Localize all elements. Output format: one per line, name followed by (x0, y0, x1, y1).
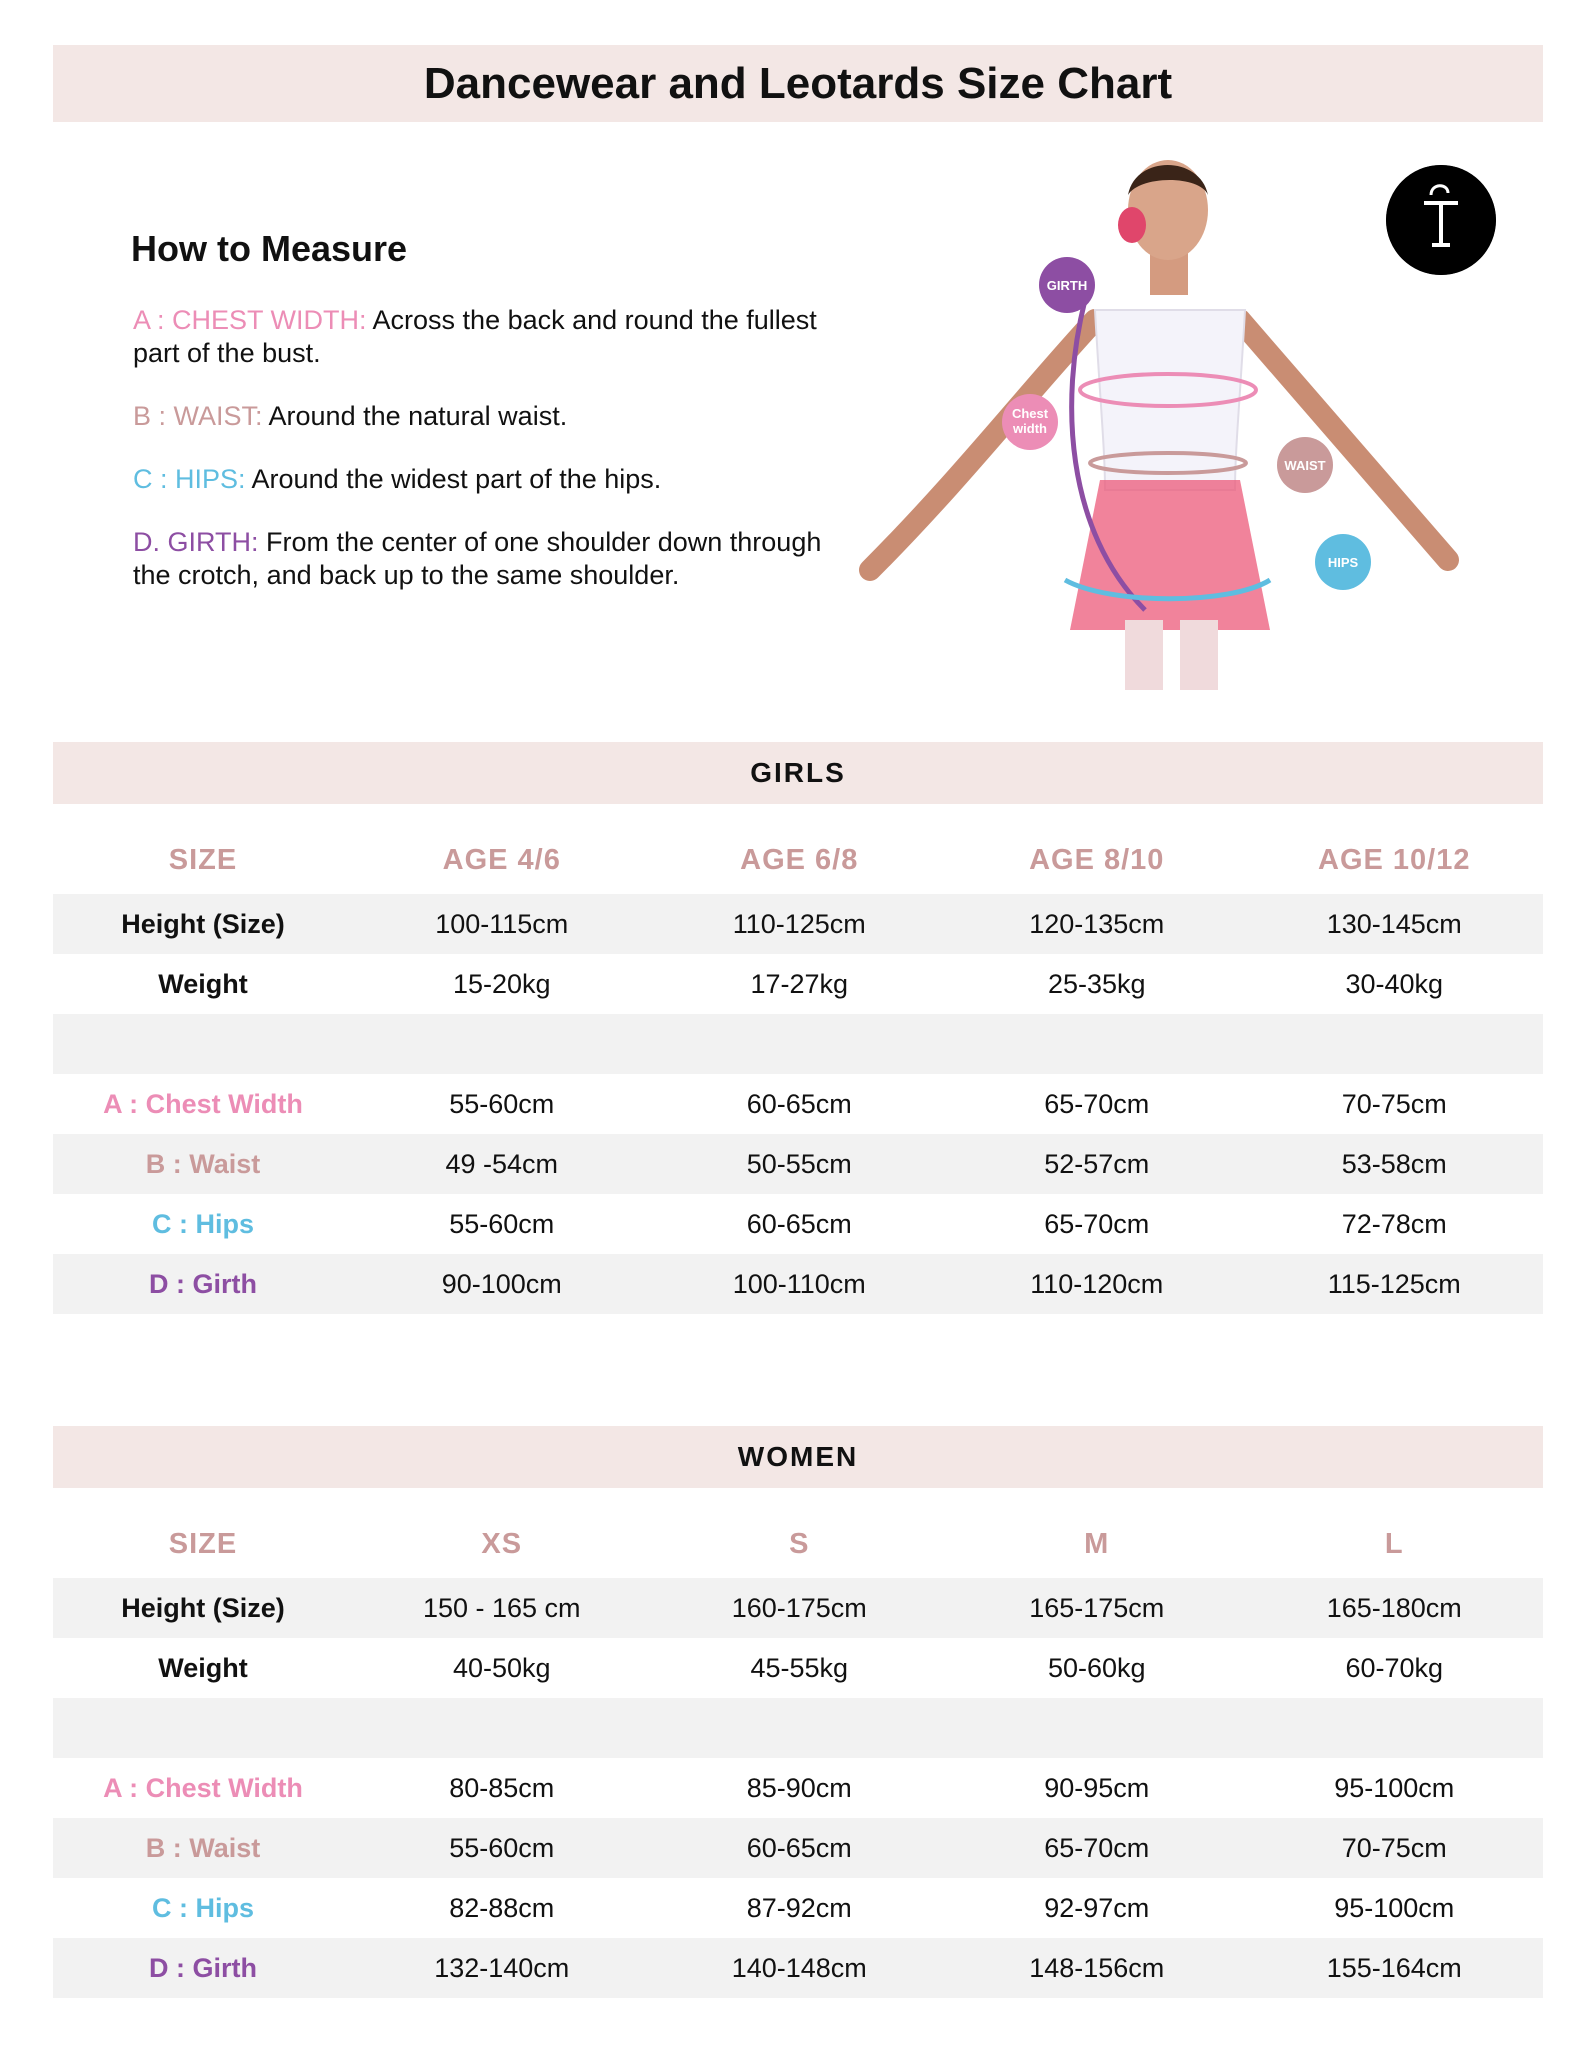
women-row-hips (53, 1878, 1543, 1938)
how-to-heading: How to Measure (131, 228, 408, 269)
table-cell: 100-110cm (651, 1254, 949, 1314)
chest-bubble-label-1: Chest (1011, 406, 1049, 421)
table-cell: 49 -54cm (353, 1134, 651, 1194)
table-cell: 55-60cm (449, 1088, 555, 1119)
table-cell: 110-125cm (651, 894, 949, 954)
girls-header-col3: AGE 8/10 (1029, 843, 1165, 876)
table-cell: 150 - 165 cm (353, 1578, 651, 1638)
table-cell: 148-156cm (948, 1938, 1246, 1998)
women-size-table (53, 1510, 1543, 1998)
table-cell: 90-100cm (353, 1254, 651, 1314)
table-cell: 115-125cm (1246, 1254, 1544, 1314)
table-cell: 165-180cm (1246, 1578, 1544, 1638)
women-row-girth (53, 1938, 1543, 1998)
women-weight-label: Weight (158, 1652, 248, 1683)
table-cell: 72-78cm (1341, 1208, 1447, 1239)
brand-logo (1386, 165, 1496, 275)
girls-header-col1: AGE 4/6 (442, 843, 561, 876)
table-cell: 160-175cm (651, 1578, 949, 1638)
women-header-col1: XS (481, 1527, 523, 1560)
chest-bubble-label-2: width (1013, 421, 1047, 436)
table-cell: 155-164cm (1246, 1938, 1544, 1998)
table-cell: 25-35kg (1047, 968, 1146, 999)
table-cell: 15-20kg (452, 968, 551, 999)
women-spacer-row (53, 1698, 1543, 1758)
women-height-label: Height (Size) (53, 1578, 353, 1638)
table-cell: 50-60kg (1047, 1652, 1146, 1683)
table-cell: 140-148cm (651, 1938, 949, 1998)
table-cell: 53-58cm (1246, 1134, 1544, 1194)
women-hips-label: C : Hips (151, 1892, 254, 1923)
table-cell: 65-70cm (948, 1818, 1246, 1878)
girls-row-girth (53, 1254, 1543, 1314)
table-cell: 52-57cm (948, 1134, 1246, 1194)
girls-spacer-row (53, 1014, 1543, 1074)
measure-chest (133, 304, 831, 370)
table-cell: 65-70cm (1044, 1208, 1150, 1239)
girls-row-chest (53, 1074, 1543, 1134)
girls-row-hips (53, 1194, 1543, 1254)
measure-hips (133, 463, 831, 496)
women-section-band (53, 1426, 1543, 1488)
table-cell: 110-120cm (948, 1254, 1246, 1314)
table-cell: 165-175cm (948, 1578, 1246, 1638)
table-cell: 130-145cm (1246, 894, 1544, 954)
girls-height-label: Height (Size) (53, 894, 353, 954)
girls-hips-label: C : Hips (151, 1208, 254, 1239)
girls-waist-label: B : Waist (53, 1134, 353, 1194)
table-cell: 87-92cm (746, 1892, 852, 1923)
table-cell: 30-40kg (1345, 968, 1444, 999)
girls-row-waist (53, 1134, 1543, 1194)
table-cell: 70-75cm (1246, 1818, 1544, 1878)
girls-header-col2: AGE 6/8 (740, 843, 859, 876)
table-cell: 82-88cm (449, 1892, 555, 1923)
measure-waist-key: B : WAIST: (133, 401, 263, 431)
girls-header-size: SIZE (168, 843, 238, 876)
measure-girth-key: D. GIRTH: (133, 527, 259, 557)
women-header-col3: M (1084, 1527, 1110, 1560)
table-cell: 85-90cm (746, 1772, 852, 1803)
girls-size-table (53, 826, 1543, 1314)
table-cell: 132-140cm (353, 1938, 651, 1998)
girls-row-weight (53, 954, 1543, 1014)
table-cell: 50-55cm (651, 1134, 949, 1194)
women-section-title: WOMEN (737, 1441, 859, 1472)
table-cell: 80-85cm (449, 1772, 555, 1803)
women-waist-label: B : Waist (53, 1818, 353, 1878)
women-header-size: SIZE (168, 1527, 238, 1560)
girls-row-height (53, 894, 1543, 954)
women-row-weight (53, 1638, 1543, 1698)
measure-girth (133, 526, 831, 592)
table-cell: 55-60cm (449, 1208, 555, 1239)
table-cell: 100-115cm (353, 894, 651, 954)
right-leg (1180, 620, 1218, 690)
women-row-height (53, 1578, 1543, 1638)
girls-section-band (53, 742, 1543, 804)
table-cell: 45-55kg (750, 1652, 849, 1683)
women-header-col4: L (1384, 1527, 1404, 1560)
table-cell: 95-100cm (1334, 1772, 1455, 1803)
girls-weight-label: Weight (158, 968, 248, 999)
women-row-chest (53, 1758, 1543, 1818)
table-cell: 60-65cm (651, 1818, 949, 1878)
women-girth-label: D : Girth (53, 1938, 353, 1998)
table-cell: 17-27kg (750, 968, 849, 999)
hips-bubble-label: HIPS (1327, 555, 1359, 570)
dancer-figure (850, 150, 1470, 690)
table-cell: 60-65cm (746, 1088, 852, 1119)
hair-accessory (1118, 207, 1146, 243)
measure-hips-key: C : HIPS: (133, 464, 246, 494)
table-cell: 70-75cm (1341, 1088, 1447, 1119)
women-row-waist (53, 1818, 1543, 1878)
table-cell: 92-97cm (1044, 1892, 1150, 1923)
measure-waist-text: Around the natural waist. (262, 401, 568, 431)
left-leg (1125, 620, 1163, 690)
measure-chest-text: Across the back and round the fullest part of the bust. (133, 305, 817, 368)
right-arm (1240, 320, 1448, 560)
girls-section-title: GIRLS (750, 757, 846, 788)
leotard (1095, 310, 1245, 490)
girls-header-row (53, 826, 1543, 894)
measure-hips-text: Around the widest part of the hips. (245, 464, 662, 494)
table-cell: 95-100cm (1334, 1892, 1455, 1923)
skirt (1070, 480, 1270, 630)
women-header-col2: S (789, 1527, 810, 1560)
title-band (53, 45, 1543, 122)
girls-girth-label: D : Girth (53, 1254, 353, 1314)
table-cell: 55-60cm (353, 1818, 651, 1878)
waist-bubble-label: WAIST (1284, 458, 1326, 473)
table-cell: 40-50kg (452, 1652, 551, 1683)
table-cell: 90-95cm (1044, 1772, 1150, 1803)
girls-chest-label: A : Chest Width (103, 1088, 303, 1119)
girls-header-col4: AGE 10/12 (1318, 843, 1471, 876)
measure-chest-key: A : CHEST WIDTH: (133, 305, 367, 335)
page-title: Dancewear and Leotards Size Chart (423, 59, 1173, 108)
table-cell: 65-70cm (1044, 1088, 1150, 1119)
women-header-row (53, 1510, 1543, 1578)
table-cell: 120-135cm (948, 894, 1246, 954)
left-arm (870, 320, 1095, 570)
measure-waist (133, 400, 831, 433)
table-cell: 60-70kg (1345, 1652, 1444, 1683)
women-chest-label: A : Chest Width (103, 1772, 303, 1803)
table-cell: 60-65cm (746, 1208, 852, 1239)
measure-girth-text: From the center of one shoulder down through the crotch, and back up to the same shoulder. (133, 527, 822, 590)
how-to-measure (131, 228, 831, 622)
girth-bubble-label: GIRTH (1046, 278, 1088, 293)
